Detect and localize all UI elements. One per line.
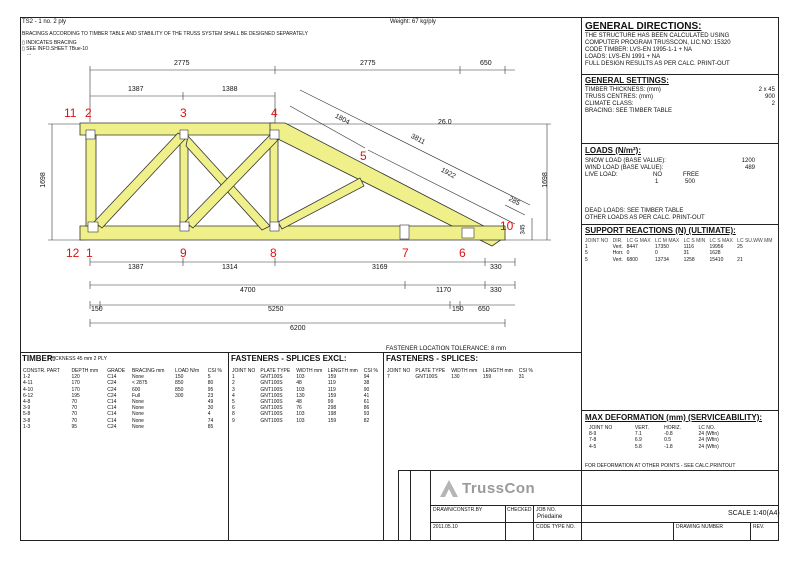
reactions-title: SUPPORT REACTIONS (N) (ULTIMATE): — [585, 226, 736, 235]
dim-rafter-285: 285 — [507, 195, 521, 208]
node-5: 5 — [360, 149, 367, 163]
dim-rafter-1922: 1922 — [439, 166, 457, 181]
fast-splices-title: FASTENERS - SPLICES: — [386, 354, 479, 363]
table-row: 6 GNT100S 76 298 86 — [232, 405, 370, 412]
table-row: 5-8 70 C14 None 4 — [23, 411, 211, 418]
dim-bot1-3: 3169 — [372, 264, 388, 271]
table-row: 3 GNT100S 103 119 90 — [232, 386, 370, 393]
tb-v4 — [750, 522, 751, 541]
fastener-tolerance: FASTENER LOCATION TOLERANCE: 8 mm — [386, 346, 507, 352]
dim-top-1: 2775 — [174, 60, 190, 67]
dim-rafter-3811: 3811 — [409, 132, 427, 147]
node-4: 4 — [271, 106, 278, 120]
dim-bot1-2: 1314 — [222, 264, 238, 271]
dim-bot3-2: 5250 — [268, 306, 284, 313]
dim-bot3-1: 150 — [91, 306, 103, 313]
dim-bot1-4: 330 — [490, 264, 502, 271]
table-row: 1 GNT100S 103 159 94 — [232, 374, 370, 381]
table-row: 7 GNT100S 130 159 31 — [387, 374, 525, 381]
loads-rows: SNOW LOAD (BASE VALUE): 1200 WIND LOAD (BASE VALUE): 489 LIVE LOAD: NO FREE 1 500 — [585, 158, 755, 185]
divider-reactions — [581, 224, 779, 225]
table-row: 5 GNT100S 48 99 61 — [232, 399, 370, 406]
see-info: ▯ SEE INFO.SHEET TBue-10 — [22, 46, 88, 52]
tb-v3 — [673, 522, 674, 541]
table-row: 1-3 95 C24 None 85 — [23, 423, 214, 430]
divider-loads — [581, 143, 779, 144]
table-row: 4-11 170 C24 < 2875 850 80 — [23, 380, 214, 387]
table-row: 2 GNT100S 48 119 38 — [232, 380, 370, 387]
table-row: 3-9 70 C14 None 30 — [23, 405, 214, 412]
dim-bot3-3: 150 — [452, 306, 464, 313]
weight-text: Weight: 67 kg/ply — [390, 19, 436, 25]
node-3: 3 — [180, 106, 187, 120]
fast-excl-table — [231, 368, 381, 424]
reactions-header: JOINT NO DIR. LC G MAX LC M MAX LC S MIN LC S MAX LC SU.WW MM — [585, 238, 773, 244]
dim-bot2-3: 330 — [490, 287, 502, 294]
table-row: 6-12 195 C24 Full 300 23 — [23, 392, 214, 399]
table-row: 7-8 6.9 0.5 24 (Wfin) — [589, 437, 719, 444]
node-6: 6 — [459, 246, 466, 260]
table-row: 5 Horr. 0 0 31 1628 — [585, 250, 721, 257]
loads-title: LOADS (N/m²): — [585, 146, 641, 155]
deformation-table — [588, 425, 738, 450]
dead-loads: DEAD LOADS: SEE TIMBER TABLE OTHER LOADS AS PER CALC. PRINT-OUT — [585, 208, 705, 221]
timber-subtitle: THICKNESS 45 mm 2 PLY — [47, 356, 107, 362]
timber-title: TIMBER: — [22, 354, 56, 363]
deformation-note: FOR DEFORMATION AT OTHER POINTS - SEE CALC.PRINTOUT — [585, 463, 736, 469]
code-label: CODE TYPE NO. — [536, 524, 576, 530]
rev-label: REV. — [753, 524, 765, 530]
timber-header: CONSTR. PART DEPTH mm GRADE BRACING mm LOAD N/m CSI % — [23, 368, 222, 374]
dim-height-right: 1698 — [541, 172, 549, 188]
fast-excl-header: JOINT NO PLATE TYPE WIDTH mm LENGTH mm CSI % — [232, 368, 378, 374]
date-value: 2011.05.10 — [433, 524, 458, 530]
dim-top2-1: 1387 — [128, 86, 144, 93]
title-block-left — [398, 470, 399, 541]
general-settings-rows: TIMBER THICKNESS: (mm) 2 x 45 TRUSS CENTRES: (mm) 900 CLIMATE CLASS: 2 BRACING: SEE TIMBER TABLE — [585, 87, 775, 114]
table-row: 9 GNT100S 103 159 82 — [232, 417, 370, 424]
bracing-note: BRACINGS ACCORDING TO TIMBER TABLE AND STABILITY OF THE TRUSS SYSTEM SHALL BE DESIGNED SEPARATELY — [22, 31, 308, 37]
table-row: 4-10 170 C24 600 850 95 — [23, 386, 214, 393]
job-value: Priedaine — [537, 514, 563, 520]
dots: ... — [27, 51, 32, 57]
node-2: 2 — [85, 106, 92, 120]
job-label: JOB NO. — [536, 507, 557, 513]
divider-timber — [228, 352, 229, 541]
divider-fastexcl — [383, 352, 384, 541]
timber-table — [22, 368, 227, 430]
general-directions-title: GENERAL DIRECTIONS: — [585, 21, 702, 32]
title-block-left2 — [410, 470, 411, 541]
node-11: 11 — [64, 106, 77, 120]
dim-rafter-1804: 1804 — [333, 112, 351, 127]
trusscon-logo: TrussCon — [462, 480, 536, 497]
tb-v1 — [505, 505, 506, 541]
node-8: 8 — [270, 246, 277, 260]
table-row: 1 Vert. 8447 17350 1116 19956 25 — [585, 244, 743, 251]
node-1: 1 — [86, 246, 93, 260]
deformation-header: JOINT NO VERT. HORIZ. LC NO. — [589, 425, 716, 431]
table-row: 5 Vert. 6800 13734 1258 15410 21 — [585, 256, 743, 263]
node-9: 9 — [180, 246, 187, 260]
table-row: 4-5 5.8 -1.8 24 (Wfin) — [589, 443, 719, 450]
table-row: 1-2 120 C14 None 150 5 — [23, 374, 211, 381]
table-row: 3-8 70 C14 None 74 — [23, 417, 214, 424]
table-row: 4-8 70 C14 None 49 — [23, 399, 214, 406]
fast-splices-table — [386, 368, 536, 380]
drawn-by-label: DRAWN/CONSTR.BY — [433, 507, 483, 513]
dim-bot1-1: 1387 — [128, 264, 144, 271]
drawing-number-label: DRAWING NUMBER — [676, 524, 724, 530]
truss-id: TS2 - 1 no. 2 ply — [22, 19, 67, 25]
fast-splices-header: JOINT NO PLATE TYPE WIDTH mm LENGTH mm CSI % — [387, 368, 533, 374]
roof-angle: 26.0 — [438, 119, 452, 126]
general-settings-title: GENERAL SETTINGS: — [585, 76, 669, 85]
checked-label: CHECKED — [507, 507, 532, 513]
dim-top-3: 650 — [480, 60, 492, 67]
dim-top2-2: 1388 — [222, 86, 238, 93]
table-row: 8-9 7.1 -0.8 24 (Wfin) — [589, 431, 719, 438]
dim-top-2: 2775 — [360, 60, 376, 67]
node-12: 12 — [66, 246, 80, 260]
table-row: 8 GNT100S 103 198 93 — [232, 411, 370, 418]
dim-bot2-1: 4700 — [240, 287, 256, 294]
title-block-mid — [430, 505, 779, 506]
deformation-title: MAX DEFORMATION (mm) (SERVICEABILITY): — [585, 413, 763, 422]
reactions-table — [584, 238, 777, 263]
title-block-top — [398, 470, 779, 471]
scale-text: SCALE 1:40(A4) — [728, 510, 780, 517]
dim-height-left: 1698 — [39, 172, 47, 188]
fast-excl-title: FASTENERS - SPLICES EXCL: — [231, 354, 347, 363]
general-directions-body: THE STRUCTURE HAS BEEN CALCULATED USING COMPUTER PROGRAM TRUSSCON, LIC.NO: 15320 CODE TIMBER: LVS-EN 1995-1-1 + NA LOADS: LVS-EN 1991 + NA FULL DESIGN RESULTS AS PER CALC. PRINT-OUT — [585, 33, 731, 67]
divider-settings — [581, 74, 779, 75]
trusscon-logo-icon — [438, 477, 460, 499]
table-row: 4 GNT100S 130 159 41 — [232, 392, 370, 399]
node-10: 10 — [500, 219, 514, 233]
title-block-mid2 — [430, 522, 779, 523]
node-7: 7 — [402, 246, 409, 260]
indicates-bracing: ▯ INDICATES BRACING — [22, 40, 77, 46]
divider-deformation — [581, 410, 779, 411]
tb-v2 — [533, 505, 534, 541]
dim-bot3-4: 650 — [478, 306, 490, 313]
truss-members — [80, 123, 505, 246]
dim-total: 6200 — [290, 325, 306, 332]
dim-bot2-2: 1170 — [436, 287, 452, 294]
dim-345: 345 — [520, 224, 527, 235]
